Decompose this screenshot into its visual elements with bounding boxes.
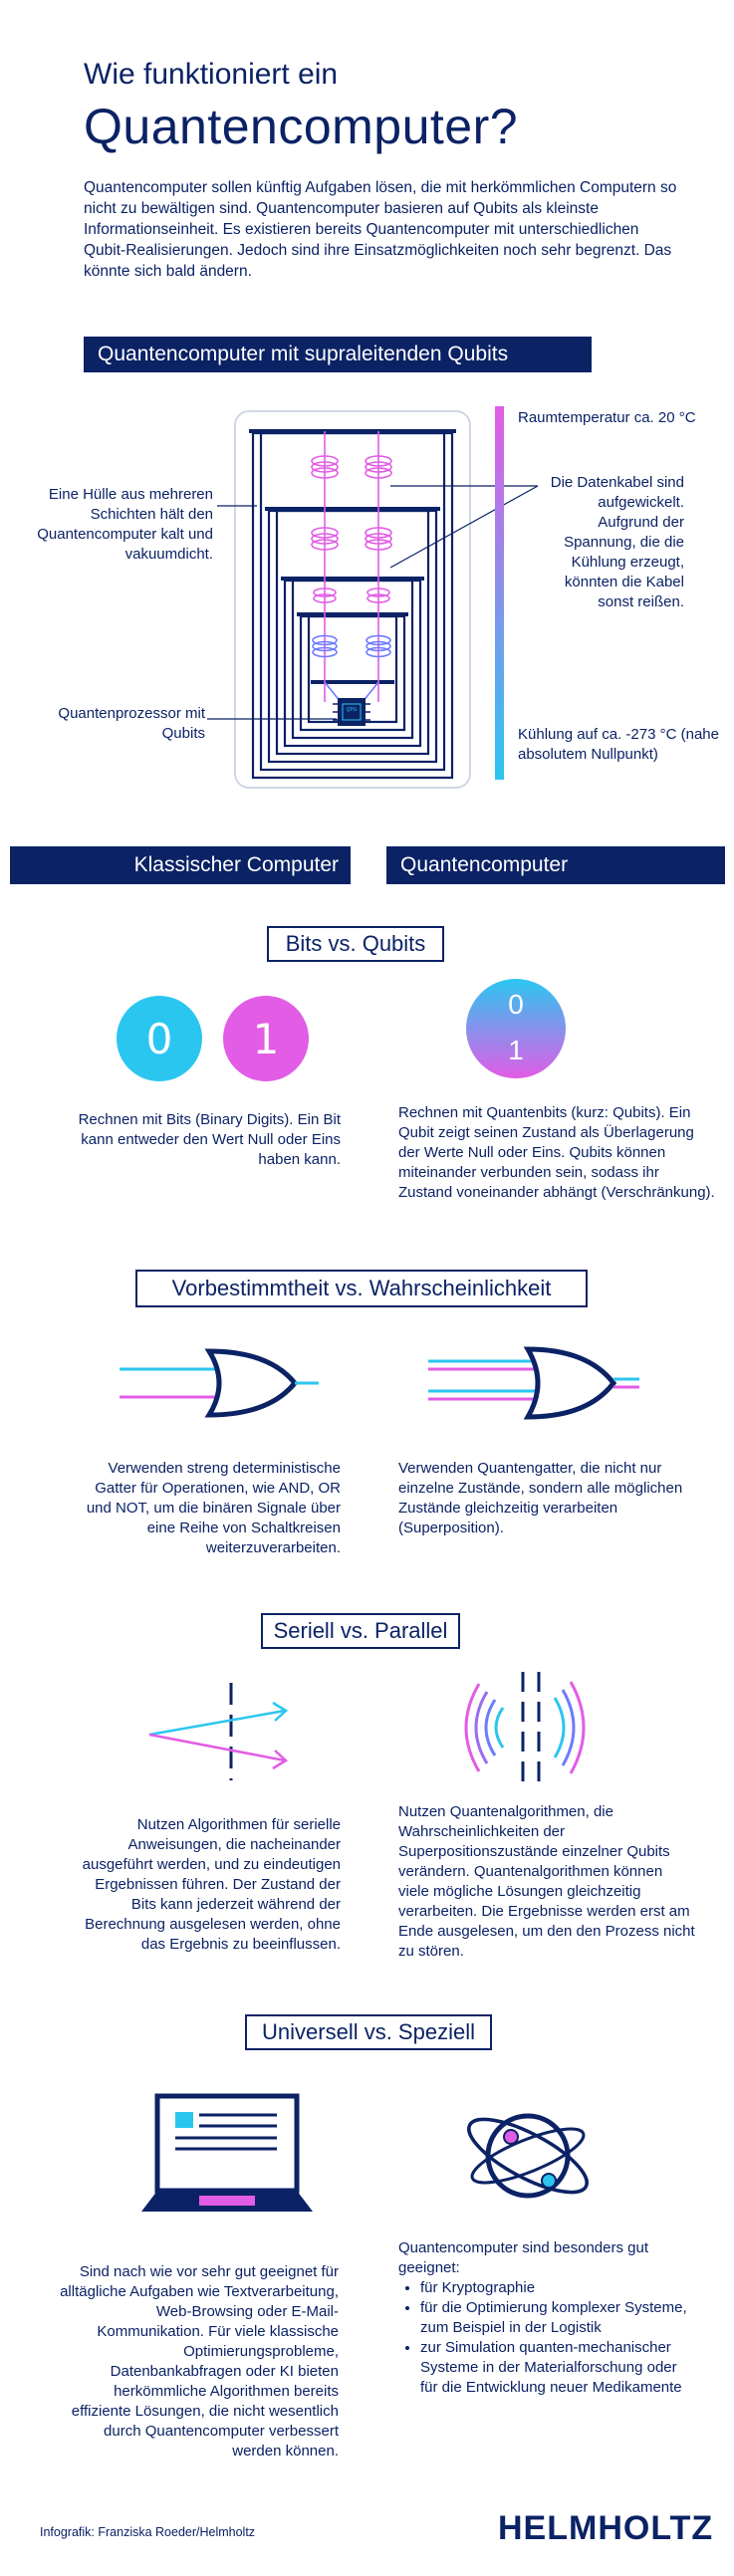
section-title-universal: Universell vs. Speziell: [245, 2014, 492, 2050]
serial-quantum-text: Nutzen Quantenalgorithmen, die Wahrscheinlichkeiten der Superpositionszustände einzelner Qubits verändern. Quantenalgorithmen können viele mögliche Lösungen gleichzeitig verarbeiten. Die Ergebnisse werden erst am Ende ausgelesen, um den den Prozess nicht zu stören.: [398, 1803, 695, 1960]
universal-quantum-intro: Quantencomputer sind besonders gut geeignet:: [398, 2239, 648, 2276]
universal-quantum-block: [398, 2238, 697, 2398]
page-title: Quantencomputer?: [84, 99, 519, 154]
qubit-circle: [466, 979, 566, 1078]
label-cables: Die Datenkabel sind aufgewickelt. Aufgrund der Spannung, die die Kühlung erzeugt, könnten die Kabel sonst reißen.: [550, 474, 684, 610]
title-line1: Wie funktioniert ein: [84, 58, 339, 91]
universal-quantum-list: [398, 2278, 697, 2398]
column-header-classic: [10, 846, 351, 884]
universal-classic-text: Sind nach wie vor sehr gut geeignet für alltägliche Aufgaben wie Textverarbeitung, Web-Browsing oder E-Mail-Kommunikation. Für viele klassische Optimierungsprobleme, Datenbankabfragen oder KI bieten herkömmliche Algorithmen bereits effiziente Lösungen, die nicht wesentlich durch Quantencomputer verbessert werden können.: [60, 2263, 339, 2459]
bits-quantum-text: Rechnen mit Quantenbits (kurz: Qubits). Ein Qubit zeigt seinen Zustand als Überlagerung der Werte Null oder Eins. Qubits können miteinander verbunden sein, sodass ihr Zustand voneinander abhängt (Verschränkung).: [398, 1104, 715, 1201]
laptop-icon: [137, 2086, 317, 2225]
chip-label: QPU: [346, 707, 358, 713]
intro-text: Quantencomputer sollen künftig Aufgaben lösen, die mit herkömmlichen Computern so nicht zu bewältigen sind. Quantencomputer basieren auf Qubits als kleinste Informationseinheit. Es existieren bereits Quantencomputer mit unterschiedlichen Qubit-Realisierungen. Jedoch sind ihre Einsatzmöglichkeiten noch sehr begrenzt. Das könnte sich bald ändern.: [84, 179, 677, 280]
supra-banner: [84, 337, 592, 372]
classic-gate-icon: [100, 1339, 329, 1429]
label-room-temp: Raumtemperatur ca. 20 °C: [518, 409, 696, 426]
section-title-bits: Bits vs. Qubits: [267, 926, 444, 962]
footer-credit: Infografik: Franziska Roeder/Helmholtz: [40, 2525, 256, 2539]
temperature-gradient-bar: [495, 406, 504, 780]
determ-classic-text: Verwenden streng deterministische Gatter für Operationen, wie AND, OR und NOT, um die binären Signale über eine Reihe von Schaltkreisen weiterzuverarbeiten.: [86, 1460, 341, 1556]
section-title-determinism: Vorbestimmtheit vs. Wahrscheinlichkeit: [135, 1270, 588, 1307]
label-cooling: Kühlung auf ca. -273 °C (nahe absolutem Nullpunkt): [518, 726, 719, 763]
serial-icon: [139, 1673, 299, 1792]
column-header-quantum-label: Quantencomputer: [400, 853, 569, 876]
column-header-classic-label: Klassischer Computer: [133, 853, 339, 876]
helmholtz-logo: HELMHOLTZ: [498, 2509, 714, 2547]
bit-zero-circle: 0: [117, 996, 202, 1081]
label-shell: Eine Hülle aus mehreren Schichten hält den Quantencomputer kalt und vakuumdicht.: [37, 486, 213, 563]
list-item: • zur Simulation quanten-mechanischer Systeme in der Materialforschung oder für die Entwicklung neuer Medikamente: [420, 2338, 697, 2398]
qubit-one-label: 1: [508, 1035, 524, 1065]
bit-one-circle: 1: [223, 996, 309, 1081]
label-processor: Quantenprozessor mit Qubits: [58, 705, 205, 742]
column-header-quantum: [386, 846, 725, 884]
parallel-waves-icon: [463, 1658, 603, 1797]
list-item: • für die Optimierung komplexer Systeme, zum Beispiel in der Logistik: [420, 2298, 697, 2338]
bits-classic-text: Rechnen mit Bits (Binary Digits). Ein Bit kann entweder den Wert Null oder Eins haben kann.: [78, 1111, 341, 1168]
serial-classic-text: Nutzen Algorithmen für serielle Anweisungen, die nacheinander ausgeführt werden, und zu eindeutigen Ergebnissen führen. Der Zustand der Bits kann jederzeit während der Berechnung ausgelesen werden, ohne das Ergebnis zu beeinflussen.: [82, 1816, 341, 1953]
supra-banner-label: Quantencomputer mit supraleitenden Qubits: [98, 343, 509, 365]
determ-quantum-text: Verwenden Quantengatter, die nicht nur einzelne Zustände, sondern alle möglichen Zustände gleichzeitig verarbeiten (Superposition).: [398, 1460, 683, 1536]
list-item: • für Kryptographie: [420, 2278, 697, 2298]
quantum-gate-icon: [418, 1339, 647, 1429]
qubit-zero-label: 0: [508, 989, 524, 1020]
section-title-serial: Seriell vs. Parallel: [261, 1613, 460, 1649]
atom-icon: [453, 2081, 603, 2230]
pointer-cables-b: [390, 486, 538, 568]
